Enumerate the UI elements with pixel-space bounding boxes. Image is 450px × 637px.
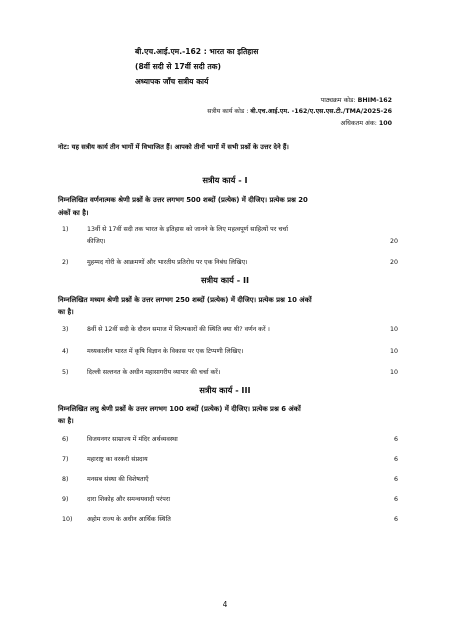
assignment-type: अध्यापक जाँच सत्रीय कार्य	[135, 77, 209, 86]
course-code-value: BHIM-162	[357, 97, 392, 104]
question-text: महाराष्ट्र का वरकरी संप्रदाय	[87, 456, 148, 463]
question-number: 1)	[62, 226, 69, 233]
question-text: दारा शिकोह और समन्वयवादी परंपरा	[87, 496, 171, 503]
question-number: 4)	[62, 348, 69, 355]
question-text: 8वीं से 12वीं सदी के दौरान समाज में शिल्पकारों की स्थिति क्या थी? वर्णन करें ।	[87, 326, 270, 333]
section-heading-3: सत्रीय कार्य - III	[199, 385, 251, 395]
question-text: मुहम्मद गोरी के आक्रमणों और भारतीय प्रतिरोध पर एक निबंध लिखिए।	[87, 259, 248, 266]
question-marks: 6	[393, 496, 398, 503]
section-2-instruction-line-2: का है।	[58, 308, 74, 316]
section-1-instruction-line-1: निम्नलिखित वर्णनात्मक श्रेणी प्रश्नों के उत्तर लगभग 500 शब्दों (प्रत्येक) में दीजिए। प्रत्येक प्रश्न 20	[58, 196, 308, 204]
question-text: 13वीं से 17वीं सदी तक भारत के इतिहास को जानने के लिए महत्वपूर्ण साहित्यों पर चर्चा	[87, 226, 288, 233]
section-heading-1: सत्रीय कार्य - I	[202, 175, 248, 185]
max-marks-label: अधिकतम अंक:	[340, 120, 377, 127]
question-number: 3)	[62, 326, 69, 333]
page-number: 4	[222, 600, 228, 609]
question-marks: 6	[393, 516, 398, 523]
section-3-instruction-line-2: का है।	[58, 417, 74, 425]
question-text: विजयनगर साम्राज्य में मंदिर अर्थव्यवस्था	[87, 436, 178, 443]
question-text: अहोम राज्य के अधीन आर्थिक स्थिति	[87, 516, 171, 523]
max-marks-value: 100	[378, 120, 392, 127]
question-text: मध्यकालीन भारत में कृषि विज्ञान के विकास पर एक टिप्पणी लिखिए।	[87, 348, 244, 355]
course-period: (8वीं सदी से 17वीं सदी तक)	[135, 62, 221, 71]
question-number: 9)	[62, 496, 69, 503]
course-code-label: पाठ्यक्रम कोड:	[320, 97, 356, 104]
section-2-instruction-line-1: निम्नलिखित मध्यम श्रेणी प्रश्नों के उत्तर लगभग 250 शब्दों (प्रत्येक) में दीजिए। प्रत्येक प्रश्न 10 अंकों	[58, 296, 312, 304]
assignment-code-label: सत्रीय कार्य कोड :	[207, 108, 249, 115]
course-title: बी.एच.आई.एम.-162 : भारत का इतिहास	[135, 47, 259, 56]
instructions-note: नोट: यह सत्रीय कार्य तीन भागों में विभाजित हैं। आपको तीनों भागों में सभी प्रश्नों के उत्तर देने हैं।	[58, 143, 289, 151]
question-marks: 10	[389, 369, 398, 376]
question-text-continued: कीजिए।	[87, 238, 106, 245]
question-number: 5)	[62, 369, 69, 376]
assignment-code-line	[207, 109, 392, 115]
question-marks: 6	[393, 456, 398, 463]
question-marks: 10	[389, 348, 398, 355]
section-1-instruction-line-2: अंकों का है।	[58, 209, 89, 217]
question-marks: 20	[389, 259, 398, 266]
question-marks: 20	[389, 238, 398, 245]
question-text: मनसब संस्था की विशेषताएँ	[87, 476, 149, 483]
question-number: 10)	[62, 516, 73, 523]
question-text: दिल्ली सल्तनत के अधीन महासागरीय व्यापार की चर्चा करें।	[87, 369, 221, 376]
course-code-line	[321, 98, 392, 104]
max-marks-line	[341, 121, 392, 127]
question-number: 8)	[62, 476, 69, 483]
question-number: 6)	[62, 436, 69, 443]
assignment-code-value: बी.एच.आई.एम. -162/ए.एस.एस.टी./TMA/2025-26	[250, 108, 392, 115]
section-heading-2: सत्रीय कार्य - II	[200, 275, 250, 285]
question-number: 2)	[62, 259, 69, 266]
question-marks: 10	[389, 326, 398, 333]
question-marks: 6	[393, 436, 398, 443]
question-number: 7)	[62, 456, 69, 463]
section-3-instruction-line-1: निम्नलिखित लघु श्रेणी प्रश्नों के उत्तर लगभग 100 शब्दों (प्रत्येक) में दीजिए। प्रत्येक प्रश्न 6 अंकों	[58, 405, 301, 413]
question-marks: 6	[393, 476, 398, 483]
